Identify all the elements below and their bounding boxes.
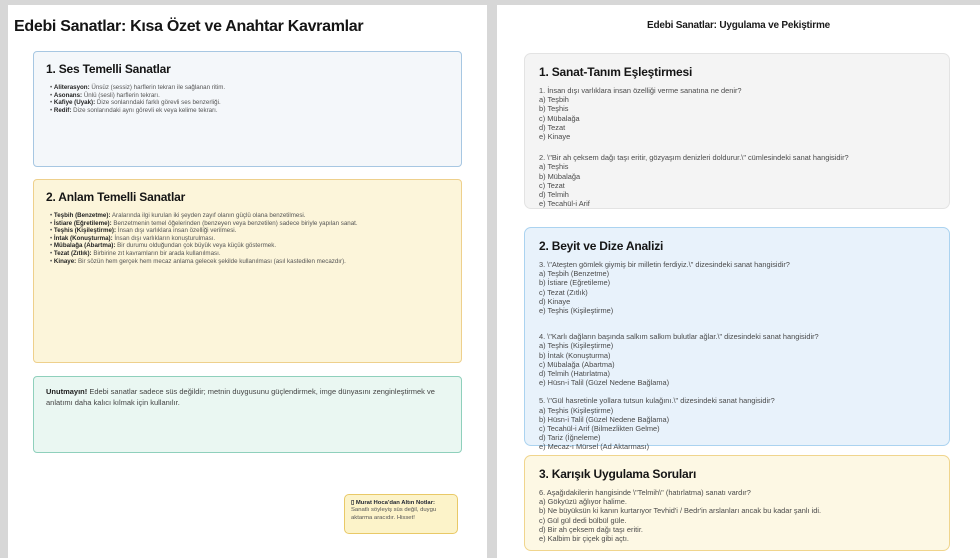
answer-option: d) Kinaye (539, 296, 571, 306)
teacher-note (344, 494, 458, 534)
practice-page (497, 5, 980, 558)
term-definition: Ünsüz (sessiz) harflerin tekrarı ile sağlanan ritim. (89, 84, 226, 91)
section-heading: 3. Karışık Uygulama Soruları (539, 467, 697, 481)
section-heading: 1. Sanat-Tanım Eşleştirmesi (539, 65, 693, 79)
section-anlam-temelli-sanatlar (33, 179, 462, 363)
summary-page-title: Edebi Sanatlar: Kısa Özet ve Anahtar Kavramlar (14, 18, 364, 35)
answer-option: b) İntak (Konuşturma) (539, 350, 611, 360)
reminder-body: Edebi sanatlar sadece süs değildir; metnin duygusunu güçlendirmek, imge dünyasını zenginleştirmek ve anlatımı daha kalıcı kılmak için kullanılır. (46, 387, 435, 407)
definition-item (50, 84, 449, 92)
answer-option: e) Teşhis (Kişileştirme) (539, 306, 614, 316)
answer-option: d) Tariz (İğneleme) (539, 433, 601, 443)
definition-item (50, 220, 449, 228)
reminder-text (46, 387, 449, 408)
term-label: Teşhis (Kişileştirme): (53, 227, 117, 235)
definition-list (50, 212, 449, 265)
term-definition: Ünlü (sesli) harflerin tekrarı. (82, 91, 160, 99)
question-text: 1. İnsan dışı varlıklara insan özelliği verme sanatına ne denir? (539, 86, 742, 95)
term-label: Kafiye (Uyak): (53, 99, 96, 107)
section-ses-temelli-sanatlar (33, 51, 462, 167)
question-text: 6. Aşağıdakilerin hangisinde \"Telmih\" (hatırlatma) sanatı vardır? (539, 488, 751, 497)
answer-option: a) Teşbih (539, 95, 569, 105)
term-definition: Bir sözün hem gerçek hem mecaz anlama gelecek şekilde kullanılması (asıl kastedilen mecazdır). (76, 257, 346, 265)
question-text: 4. \"Karlı dağların başında salkım salkım bulutlar ağlar.\" dizesindeki sanat hangisidir? (539, 332, 819, 342)
answer-option: b) Ne büyüksün ki kanın kurtarıyor Tevhid'i / Bedr'in arslanları ancak bu kadar şanlı idi. (539, 506, 822, 516)
answer-option: e) Kalbim bir çiçek gibi açtı. (539, 534, 629, 544)
term-label: İntak (Konuşturma): (53, 234, 113, 242)
definition-item (50, 242, 449, 250)
answer-option: b) İstiare (Eğretileme) (539, 278, 611, 288)
answer-option: d) Telmih (539, 190, 569, 200)
question-text: 5. \"Gül hasretinle yollara tutsun kulağını.\" dizesindeki sanat hangisidir? (539, 396, 775, 406)
definition-list (50, 84, 449, 114)
term-label: Kinaye: (53, 257, 77, 265)
teacher-note-body: Sanatlı söyleyiş süs değil, duygu aktarma aracıdır. Hisset! (351, 507, 437, 522)
term-definition: İnsan dışı varlıklara insan özelliği verilmesi. (116, 227, 237, 235)
answer-option: a) Teşhis (Kişileştirme) (539, 405, 614, 415)
answer-option: b) Mübalağa (539, 171, 581, 181)
section-beyit-ve-dize-analizi (524, 227, 950, 452)
term-label: Asonans: (53, 91, 83, 99)
answer-option: e) Kinaye (539, 132, 571, 142)
section-sanat-tanim-eslestirmesi (524, 53, 950, 209)
definition-item (50, 212, 449, 220)
answer-option: c) Mübalağa (539, 113, 580, 123)
answer-option: a) Teşhis (539, 162, 569, 172)
question-list (539, 86, 935, 208)
term-label: Redif: (53, 106, 72, 114)
answer-option: e) Tecahül-i Arif (539, 199, 590, 209)
answer-option: a) Teşhis (Kişileştirme) (539, 341, 614, 351)
practice-page-title: Edebi Sanatlar: Uygulama ve Pekiştirme (646, 20, 831, 31)
answer-option: c) Mübalağa (Abartma) (539, 359, 615, 369)
question (539, 332, 935, 387)
question-text: 2. \"Bir ah çeksem dağı taşı eritir, gözyaşım denizleri doldurur.\" cümlesindeki sanat hangisidir? (539, 153, 849, 163)
answer-option: b) Hüsn-i Talil (Güzel Nedene Bağlama) (539, 414, 670, 424)
term-definition: Benzetmenin temel öğelerinden (benzeyen veya benzetilen) sadece biriyle yapılan sanat. (111, 219, 358, 227)
section-heading: 2. Anlam Temelli Sanatlar (46, 190, 186, 204)
answer-option: e) Mecaz-ı Mürsel (Ad Aktarması) (539, 442, 650, 452)
term-definition: Dize sonlarındaki farklı görevli ses benzerliği. (95, 99, 221, 107)
answer-option: a) Teşbih (Benzetme) (539, 269, 610, 279)
answer-option: d) Tezat (539, 122, 566, 132)
definition-item (50, 92, 449, 100)
term-label: Mübalağa (Abartma): (53, 242, 116, 250)
term-definition: Birbirine zıt kavramların bir arada kullanılması. (91, 249, 221, 257)
term-label: Tezat (Zıtlık): (53, 249, 92, 257)
definition-item (50, 235, 449, 243)
definition-item (50, 227, 449, 235)
definition-item (50, 107, 449, 115)
section-heading: 1. Ses Temelli Sanatlar (46, 62, 171, 76)
definition-item (50, 258, 449, 266)
reminder-box (33, 376, 462, 453)
question (539, 86, 935, 141)
term-definition: Aralarında ilgi kurulan iki şeyden zayıf olanın güçlü olana benzetilmesi. (110, 212, 306, 219)
question (539, 488, 935, 543)
section-karisik-uygulama-sorulari (524, 455, 950, 551)
teacher-note-header: ▯ Murat Hoca'dan Altın Notlar: (351, 500, 435, 506)
term-definition: Dize sonlarındaki aynı görevli ek veya kelime tekrarı. (71, 106, 218, 114)
section-heading: 2. Beyit ve Dize Analizi (539, 239, 664, 253)
answer-option: c) Tezat (Zıtlık) (539, 287, 588, 297)
answer-option: c) Tezat (539, 180, 565, 190)
answer-option: b) Teşhis (539, 104, 569, 114)
answer-option: d) Telmih (Hatırlatma) (539, 369, 610, 379)
question (539, 260, 935, 315)
term-definition: İnsan dışı varlıkların konuşturulması. (112, 234, 216, 242)
answer-option: c) Gül gül dedi bülbül güle. (539, 515, 627, 525)
question (539, 153, 935, 208)
definition-item (50, 99, 449, 107)
summary-page (8, 5, 487, 558)
question-text: 3. \"Ateşten gömlek giymiş bir milletin ferdiyiz.\" dizesindeki sanat hangisidir? (539, 260, 790, 269)
term-label: Aliterasyon: (53, 84, 90, 91)
term-definition: Bir durumu olduğundan çok büyük veya küçük göstermek. (115, 242, 277, 250)
question-list (539, 260, 935, 452)
answer-option: a) Gökyüzü ağlıyor halime. (539, 497, 627, 507)
term-label: Teşbih (Benzetme): (53, 212, 111, 219)
answer-option: c) Tecahül-i Arif (Bilmezlikten Gelme) (539, 424, 660, 434)
question-list (539, 488, 935, 543)
term-label: İstiare (Eğretileme): (53, 219, 112, 227)
answer-option: e) Hüsn-i Talil (Güzel Nedene Bağlama) (539, 378, 670, 388)
question (539, 396, 935, 451)
reminder-label: Unutmayın! (46, 387, 88, 396)
answer-option: d) Bir ah çeksem dağı taşı eritir. (539, 524, 643, 534)
definition-item (50, 250, 449, 258)
